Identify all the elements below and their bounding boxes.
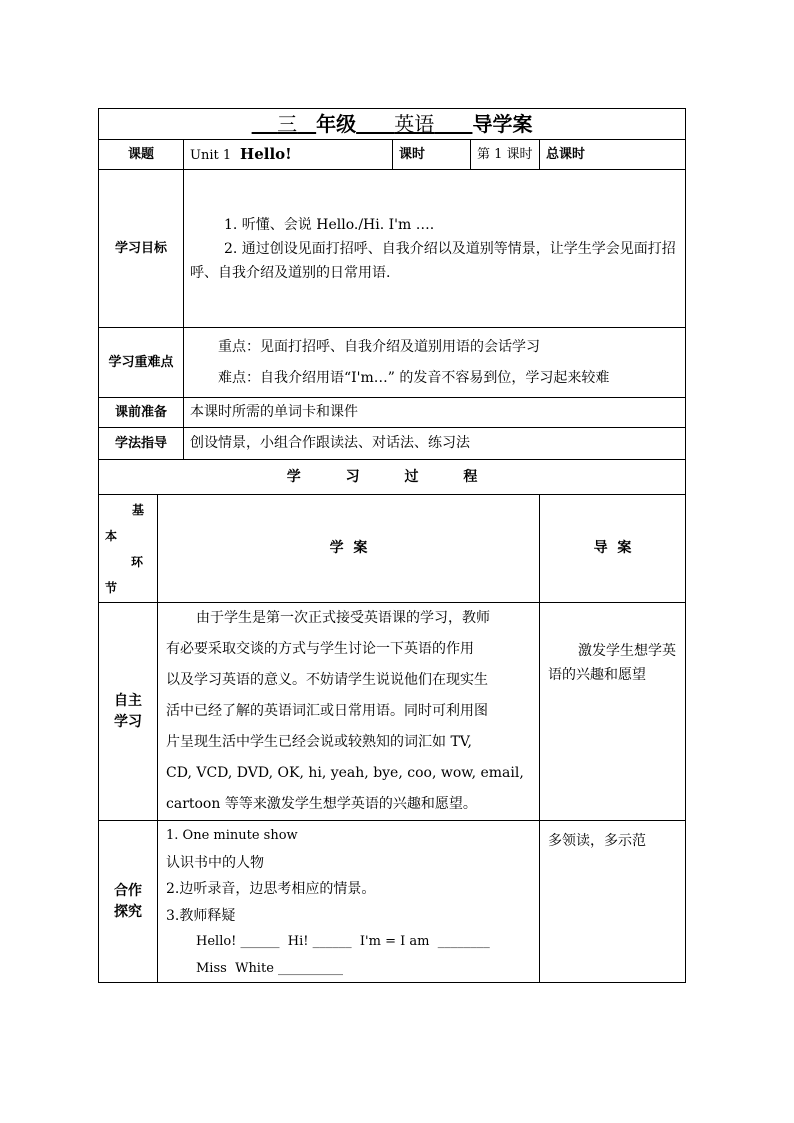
cooperation-label: 合作 探究: [99, 821, 158, 983]
goals-content: [184, 170, 686, 328]
method-label: 学法指导: [99, 428, 184, 460]
study-line: 片呈现生活中学生已经会说或较熟知的词汇如 TV,: [166, 734, 472, 750]
study-guide-sheet: [98, 108, 685, 983]
coop-line: Miss White __________: [196, 960, 344, 976]
prep-value: 本课时所需的单词卡和课件: [184, 398, 686, 428]
study-line: cartoon 等等来激发学生想学英语的兴趣和愿望。: [166, 796, 477, 812]
study-line: 活中已经了解的英语词汇或日常用语。同时可利用图: [166, 703, 488, 719]
method-value: 创设情景，小组合作跟读法、对话法、练习法: [184, 428, 686, 460]
stage-column-header: 基 本 环 节: [99, 495, 158, 603]
study-guide-table: [98, 108, 686, 983]
goals-label: 学习目标: [99, 170, 184, 328]
coop-line: 1. One minute show: [166, 828, 298, 843]
key-points-label: 学习重难点: [99, 328, 184, 398]
unit-title: Hello!: [240, 145, 292, 163]
goal-item: 2. 通过创设见面打招呼、自我介绍以及道别等情景，让学生学会见面打招呼、自我介绍及道别的日常用语.: [190, 240, 676, 281]
process-heading: 学 习 过 程: [99, 460, 686, 495]
coop-line: 3.教师释疑: [166, 907, 236, 924]
title-subject: 英语: [394, 112, 435, 136]
title-doc-type: 导学案: [472, 112, 533, 136]
study-line: CD, VCD, DVD, OK, hi, yeah, bye, coo, wow, email,: [166, 765, 524, 781]
cooperation-guide: 多领读，多示范: [540, 821, 686, 983]
key-point: 重点：见面打招呼、自我介绍及道别用语的会话学习: [218, 338, 540, 355]
difficult-point: 难点：自我介绍用语“I'm…” 的发音不容易到位，学习起来较难: [218, 369, 610, 386]
coop-line: 认识书中的人物: [166, 854, 264, 871]
page-title: [99, 109, 686, 140]
study-line: 有必要采取交谈的方式与学生讨论一下英语的作用: [166, 641, 474, 657]
topic-label: 课题: [99, 140, 184, 170]
study-line: 由于学生是第一次正式接受英语课的学习，教师: [196, 610, 490, 626]
topic-value: [184, 140, 393, 170]
self-study-label: 自主 学习: [99, 603, 158, 821]
title-grade-suffix: 年级: [316, 112, 357, 136]
unit-prefix: Unit 1: [190, 148, 232, 163]
cooperation-content: [158, 821, 540, 983]
self-study-guide: 激发学生想学英语的兴趣和愿望: [540, 603, 686, 821]
goal-item: 1. 听懂、会说 Hello./Hi. I'm ….: [224, 216, 435, 233]
coop-line: 2.边听录音，边思考相应的情景。: [166, 881, 376, 897]
title-grade: 三: [277, 112, 298, 136]
study-line: 以及学习英语的意义。不妨请学生说说他们在现实生: [166, 672, 488, 688]
prep-label: 课前准备: [99, 398, 184, 428]
key-points-content: [184, 328, 686, 398]
coop-line: Hello! ______ Hi! ______ I'm = I am ________: [196, 934, 490, 949]
period-label: 课时: [393, 140, 471, 170]
period-value: 第 1 课时: [471, 140, 540, 170]
guide-column-header: 导 案: [540, 495, 686, 603]
study-column-header: 学 案: [158, 495, 540, 603]
self-study-content: [158, 603, 540, 821]
total-label: 总课时: [540, 140, 686, 170]
